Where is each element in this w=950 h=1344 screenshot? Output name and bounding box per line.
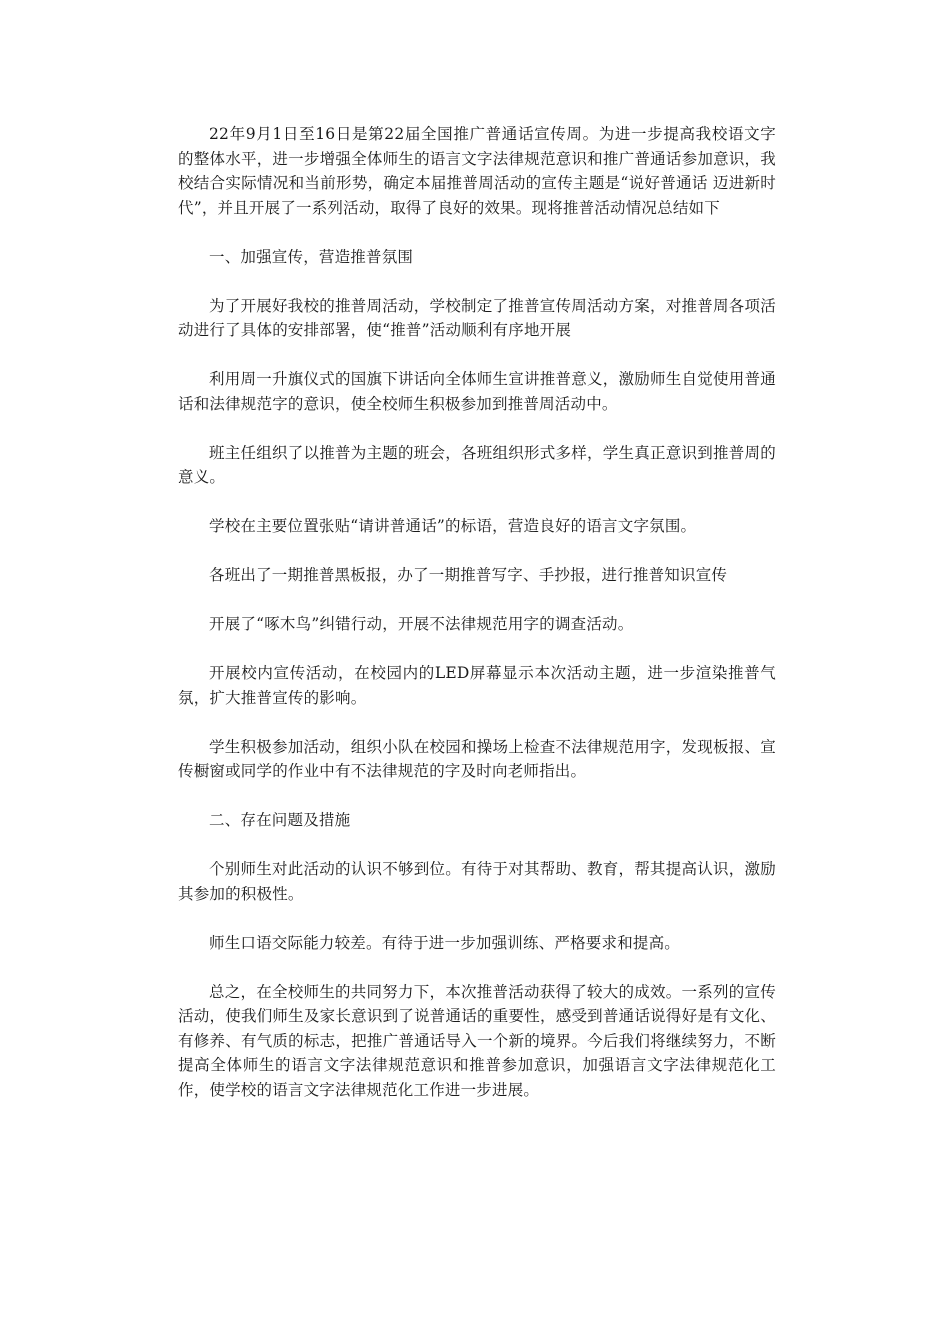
paragraph-banner: 学校在主要位置张贴“请讲普通话”的标语，营造良好的语言文字氛围。 — [209, 517, 697, 535]
paragraph-problem-oral: 师生口语交际能力较差。有待于进一步加强训练、严格要求和提高。 — [209, 933, 681, 952]
intro-paragraph: 22年9月1日至16日是第22届全国推广普通话宣传周。为进一步提高我校语文字的整体水平，进一步增强全体师生的语言文字法律规范意识和推广普通话参加意识，我校结合实际情况和当前形势，确定本届推普周活动的宣传主题是“说好普通话 迈进新时代”，并且开展了一系列活动，取得了良好的效果。现将推普活动情况总结如下 — [178, 125, 776, 217]
document-body — [178, 122, 776, 1127]
section-heading-problems: 二、存在问题及措施 — [209, 811, 351, 829]
paragraph-woodpecker: 开展了“啄木鸟”纠错行动，开展不法律规范用字的调查活动。 — [209, 615, 634, 633]
paragraph-class-meeting: 班主任组织了以推普为主题的班会，各班组织形式多样，学生真正意识到推普周的意义。 — [178, 443, 776, 486]
paragraph-conclusion: 总之，在全校师生的共同努力下，本次推普活动获得了较大的成效。一系列的宣传活动，使我们师生及家长意识到了说普通话的重要性，感受到普通话说得好是有文化、有修养、有气质的标志，把推广普通话导入一个新的境界。今后我们将继续努力，不断提高全体师生的语言文字法律规范意识和推普参加意识，加强语言文字法律规范化工作，使学校的语言文字法律规范化工作进一步进展。 — [178, 982, 776, 1099]
paragraph-flag-ceremony: 利用周一升旗仪式的国旗下讲话向全体师生宣讲推普意义，激励师生自觉使用普通话和法律规范字的意识，使全校师生积极参加到推普周活动中。 — [178, 370, 776, 413]
paragraph-problem-awareness: 个别师生对此活动的认识不够到位。有待于对其帮助、教育，帮其提高认识，激励其参加的积极性。 — [178, 860, 776, 903]
paragraph-student-teams: 学生积极参加活动，组织小队在校园和操场上检查不法律规范用字，发现板报、宣传橱窗或同学的作业中有不法律规范的字及时向老师指出。 — [178, 737, 776, 780]
paragraph-plan: 为了开展好我校的推普周活动，学校制定了推普宣传周活动方案，对推普周各项活动进行了具体的安排部署，使“推普”活动顺利有序地开展 — [178, 296, 776, 339]
section-heading-publicity: 一、加强宣传，营造推普氛围 — [209, 247, 414, 266]
paragraph-blackboard: 各班出了一期推普黑板报，办了一期推普写字、手抄报，进行推普知识宣传 — [209, 566, 728, 584]
paragraph-led-screen: 开展校内宣传活动，在校园内的LED屏幕显示本次活动主题，进一步渲染推普气氛，扩大推普宣传的影响。 — [178, 664, 776, 707]
